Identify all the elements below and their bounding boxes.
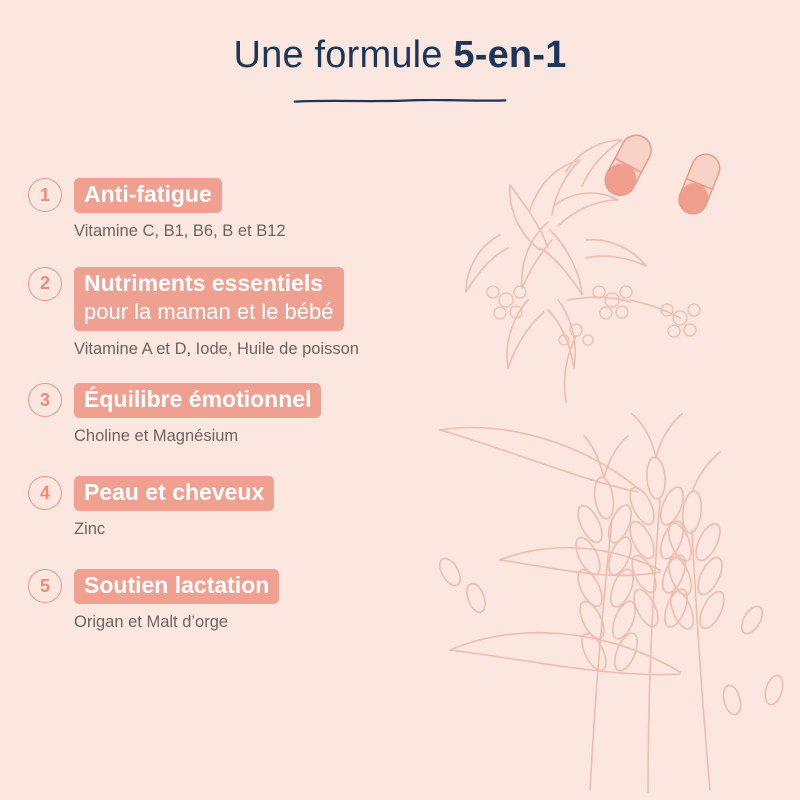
list-item-description: Vitamine A et D, Iode, Huile de poisson [74,340,359,359]
list-item [28,569,498,632]
list-item-description: Choline et Magnésium [74,427,239,446]
list-item [28,476,498,539]
title-underline [240,99,560,103]
list-item [28,178,498,241]
list-item-number: 4 [28,476,62,510]
list-item-title: Peau et cheveux [74,476,274,511]
list-item-title: Soutien lactation [74,569,279,604]
benefits-list [28,178,498,632]
capsule-icon-2 [675,150,724,218]
list-item-number: 3 [28,383,62,417]
list-item-title: Nutriments essentiels [84,269,324,296]
list-item-title-block [74,267,344,332]
list-item-labels [74,569,498,604]
list-item-description: Vitamine C, B1, B6, B et B12 [74,221,286,240]
list-item-head [28,569,498,604]
list-item-subtitle: pour la maman et le bébé [84,298,334,324]
list-item-description: Zinc [74,520,106,539]
list-item-number: 5 [28,569,62,603]
list-item-labels [74,178,498,213]
list-item-head [28,476,498,511]
list-item-description: Origan et Malt d’orge [74,612,229,631]
page-title-emphasis: 5-en-1 [453,34,567,76]
list-item-number: 1 [28,178,62,212]
list-item [28,267,498,360]
list-item-title: Équilibre émotionnel [74,383,321,418]
list-item [28,383,498,446]
list-item-labels [74,267,498,332]
list-item-head [28,383,498,418]
list-item-labels [74,476,498,511]
list-item-number: 2 [28,267,62,301]
capsule-icon-1 [600,130,657,201]
list-item-head [28,178,498,213]
page-title [0,34,800,77]
list-item-labels [74,383,498,418]
page-title-lead: Une formule [233,34,454,76]
list-item-title: Anti-fatigue [74,178,222,213]
list-item-head [28,267,498,332]
flower-cluster [466,140,700,402]
header [0,34,800,108]
